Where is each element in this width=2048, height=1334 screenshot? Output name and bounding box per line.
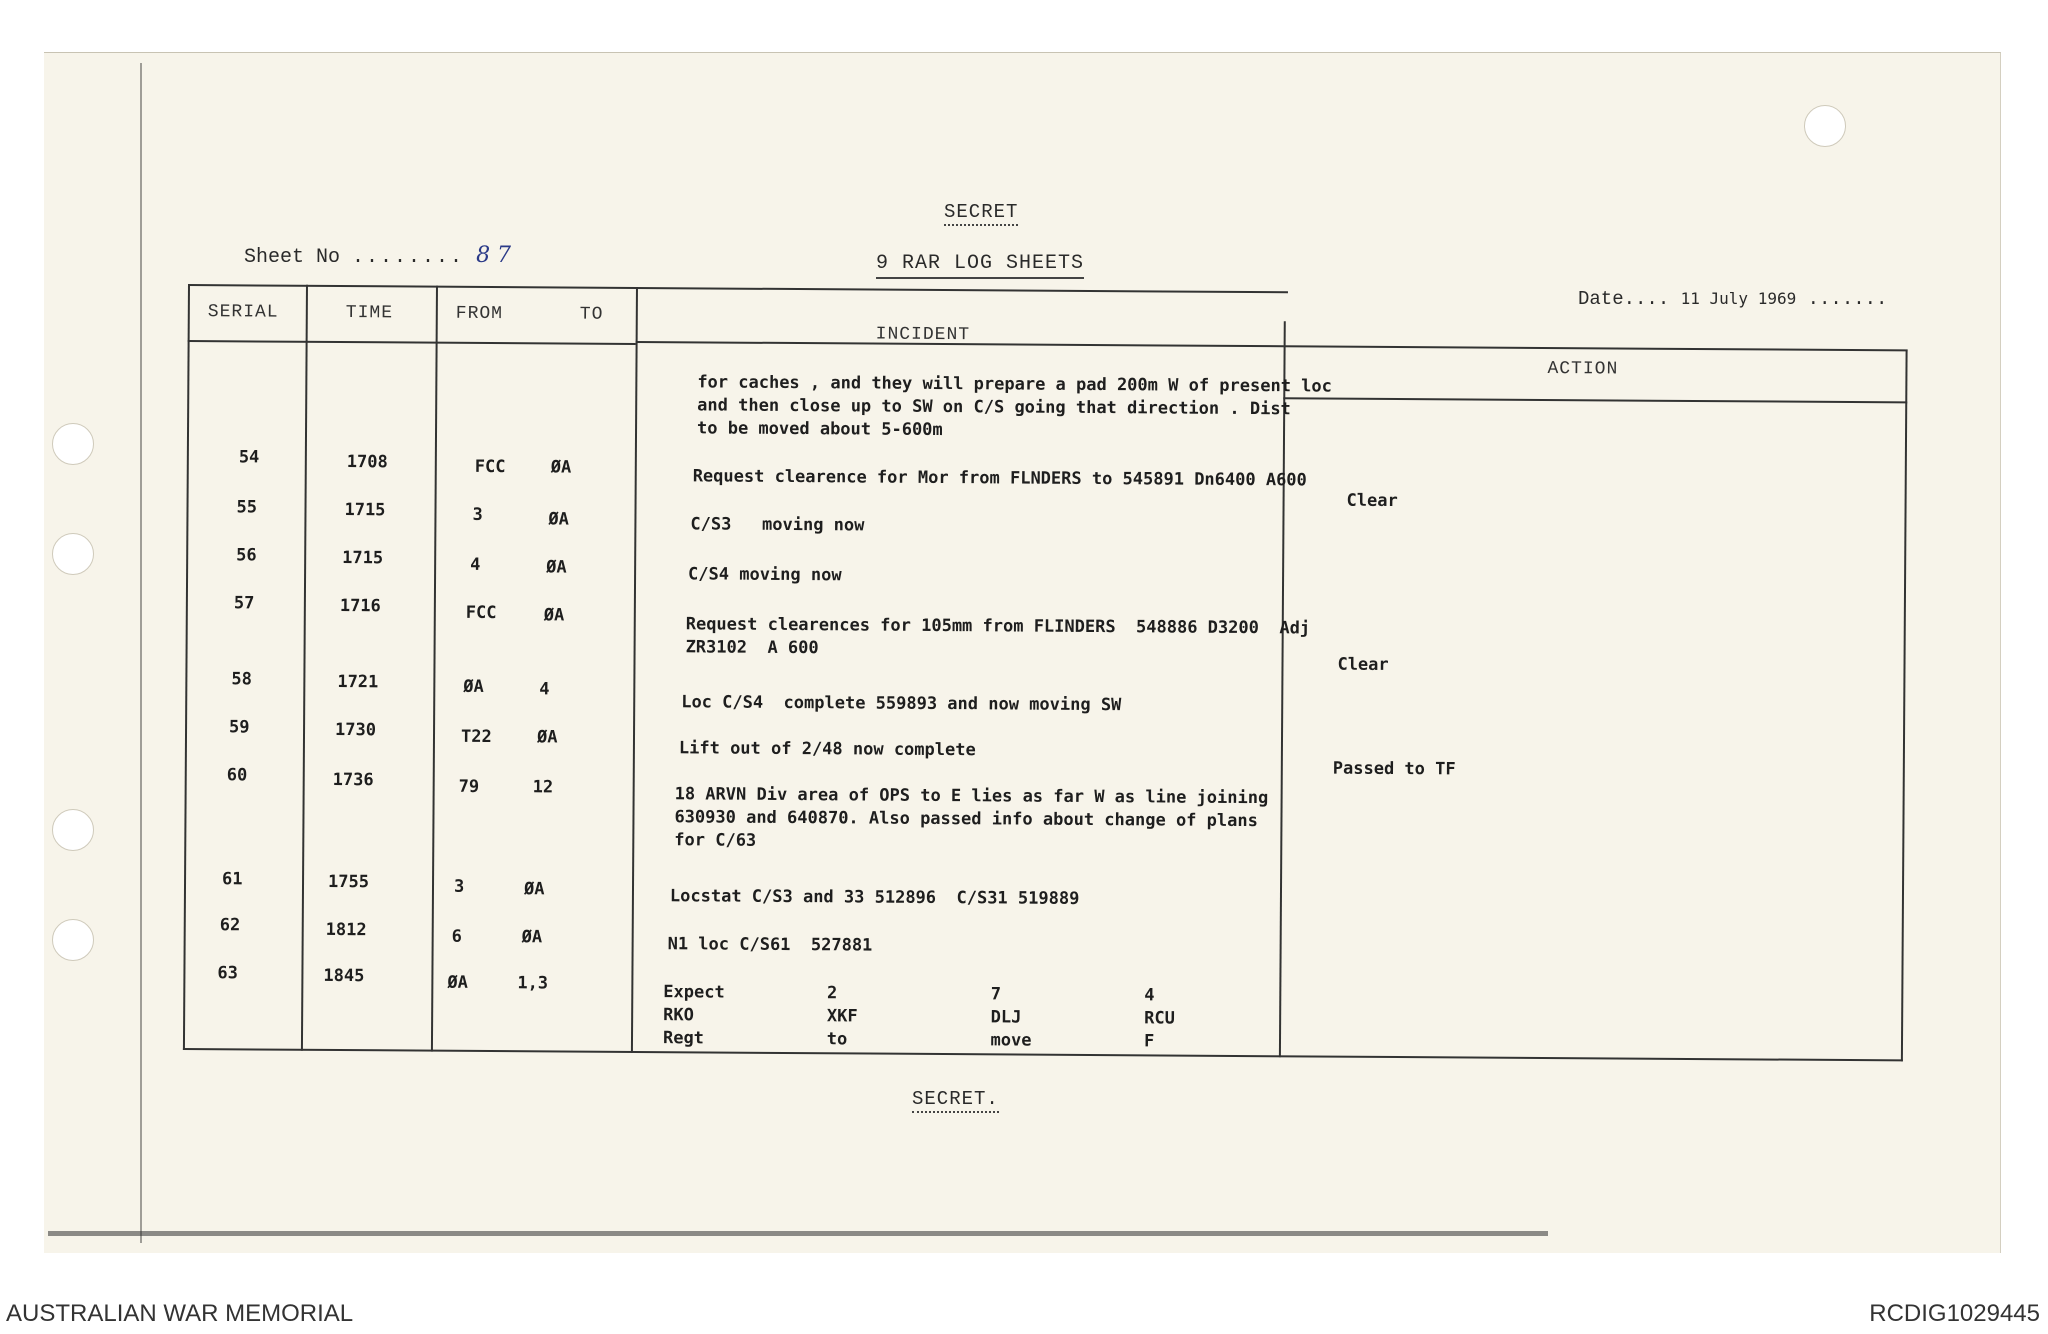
- punch-hole: [1804, 105, 1846, 147]
- institution-credit: AUSTRALIAN WAR MEMORIAL: [6, 1300, 354, 1327]
- column-divider: [301, 285, 308, 1051]
- reference-number: RCDIG1029445: [1869, 1300, 2040, 1327]
- table-row-incident: Lift out of 2/48 now complete: [678, 738, 976, 761]
- table-row-serial: 59: [228, 717, 250, 738]
- date-dots: .......: [1807, 288, 1888, 310]
- header-divider: [188, 340, 636, 345]
- header-action: ACTION: [1547, 359, 1619, 380]
- table-row-time: 1755: [327, 871, 370, 893]
- table-row-from: 3: [453, 876, 465, 897]
- table-row-to: ØA: [543, 605, 565, 626]
- table-row-serial: 63: [217, 963, 238, 984]
- table-row-incident: N1 loc C/S61 527881: [667, 934, 873, 956]
- table-row-from: 3: [472, 504, 483, 525]
- table-row-incident: C/S3 moving now: [690, 514, 865, 536]
- punch-hole: [52, 533, 94, 575]
- table-row-action: Clear: [1346, 490, 1398, 512]
- table-row-from: ØA: [447, 972, 468, 993]
- sheet-number-label: Sheet No: [244, 246, 341, 269]
- punch-hole: [52, 423, 94, 465]
- header-incident: INCIDENT: [875, 324, 971, 346]
- header-divider: [1283, 397, 1907, 403]
- log-table: [183, 284, 1908, 1061]
- table-row-serial: 55: [236, 497, 258, 518]
- table-row-to: ØA: [546, 557, 567, 578]
- date-value: 11 July 1969: [1680, 289, 1797, 308]
- table-row-incident: 18 ARVN Div area of OPS to E lies as far W as line joining 630930 and 640870. Also passed info about change of plans for C/63: [674, 784, 1269, 851]
- table-row-to: 4: [539, 679, 550, 700]
- table-row-action: Clear: [1337, 654, 1389, 675]
- date-label: Date....: [1578, 288, 1670, 310]
- table-row-to: ØA: [521, 927, 543, 948]
- table-border-top-action: [1284, 345, 1908, 351]
- punch-hole: [52, 809, 94, 851]
- sheet-number: [244, 243, 511, 269]
- table-row-incident: Request clearence for Mor from FLNDERS to 545891 Dn6400 A600: [692, 466, 1307, 491]
- table-row-time: 1812: [325, 919, 367, 941]
- column-divider: [431, 286, 438, 1052]
- table-row-action: Passed to TF: [1332, 758, 1456, 780]
- header-from: FROM: [455, 303, 504, 325]
- table-row-serial: 56: [236, 545, 257, 566]
- table-row-from: FCC: [465, 602, 497, 624]
- table-row-to: 1,3: [517, 973, 549, 994]
- table-row-from: 6: [451, 926, 462, 947]
- punch-hole: [52, 919, 94, 961]
- table-row-incident: Locstat C/S3 and 33 512896 C/S31 519889: [669, 886, 1080, 909]
- table-row-incident: for caches , and they will prepare a pad 200m W of present loc and then close up to SW on C/S going that direction . Dist to be moved about 5-600m: [696, 372, 1332, 441]
- table-row-time: 1730: [334, 719, 377, 741]
- table-row-serial: 58: [231, 669, 252, 690]
- table-row-from: T22: [460, 726, 492, 748]
- table-row-from: ØA: [463, 676, 484, 697]
- table-row-to: ØA: [536, 727, 558, 748]
- sheet-number-dots: ........: [352, 246, 465, 269]
- table-row-from: 4: [470, 554, 481, 575]
- header-to: TO: [579, 304, 604, 325]
- table-row-serial: 60: [226, 765, 248, 786]
- table-row-time: 1708: [346, 452, 388, 473]
- table-row-time: 1721: [337, 671, 379, 693]
- document-title: 9 RAR LOG SHEETS: [876, 252, 1084, 279]
- column-divider: [631, 287, 638, 1053]
- table-row-to: 12: [532, 777, 554, 798]
- table-row-serial: 62: [219, 915, 241, 936]
- scan-fold-line: [140, 63, 142, 1243]
- secret-classification-top: SECRET: [944, 201, 1018, 226]
- table-row-serial: 57: [233, 593, 255, 614]
- table-row-incident: Loc C/S4 complete 559893 and now moving SW: [681, 692, 1122, 716]
- table-row-serial: 54: [238, 447, 260, 468]
- table-row-time: 1736: [332, 769, 374, 791]
- header-time: TIME: [345, 303, 394, 324]
- sheet-number-value: 8 7: [476, 243, 512, 268]
- table-row-serial: 61: [221, 869, 243, 890]
- table-row-incident: Request clearences for 105mm from FLINDERS 548886 D3200 Adj ZR3102 A 600: [685, 614, 1311, 659]
- secret-classification-bottom: SECRET.: [912, 1088, 999, 1113]
- table-row-time: 1715: [342, 548, 384, 569]
- table-row-incident: Expect 2 7 4 RKO XKF DLJ RCU Regt to move F: [662, 982, 1175, 1052]
- table-row-to: ØA: [550, 457, 572, 478]
- table-row-time: 1845: [323, 965, 365, 987]
- header-serial: SERIAL: [207, 302, 279, 323]
- table-row-incident: C/S4 moving now: [688, 564, 842, 586]
- table-row-to: ØA: [523, 879, 545, 900]
- table-row-time: 1716: [339, 596, 381, 617]
- table-row-from: FCC: [474, 456, 506, 478]
- table-row-time: 1715: [344, 500, 386, 521]
- table-row-to: ØA: [548, 509, 569, 530]
- scan-edge-shadow: [48, 1231, 1548, 1236]
- table-row-from: 79: [458, 776, 480, 797]
